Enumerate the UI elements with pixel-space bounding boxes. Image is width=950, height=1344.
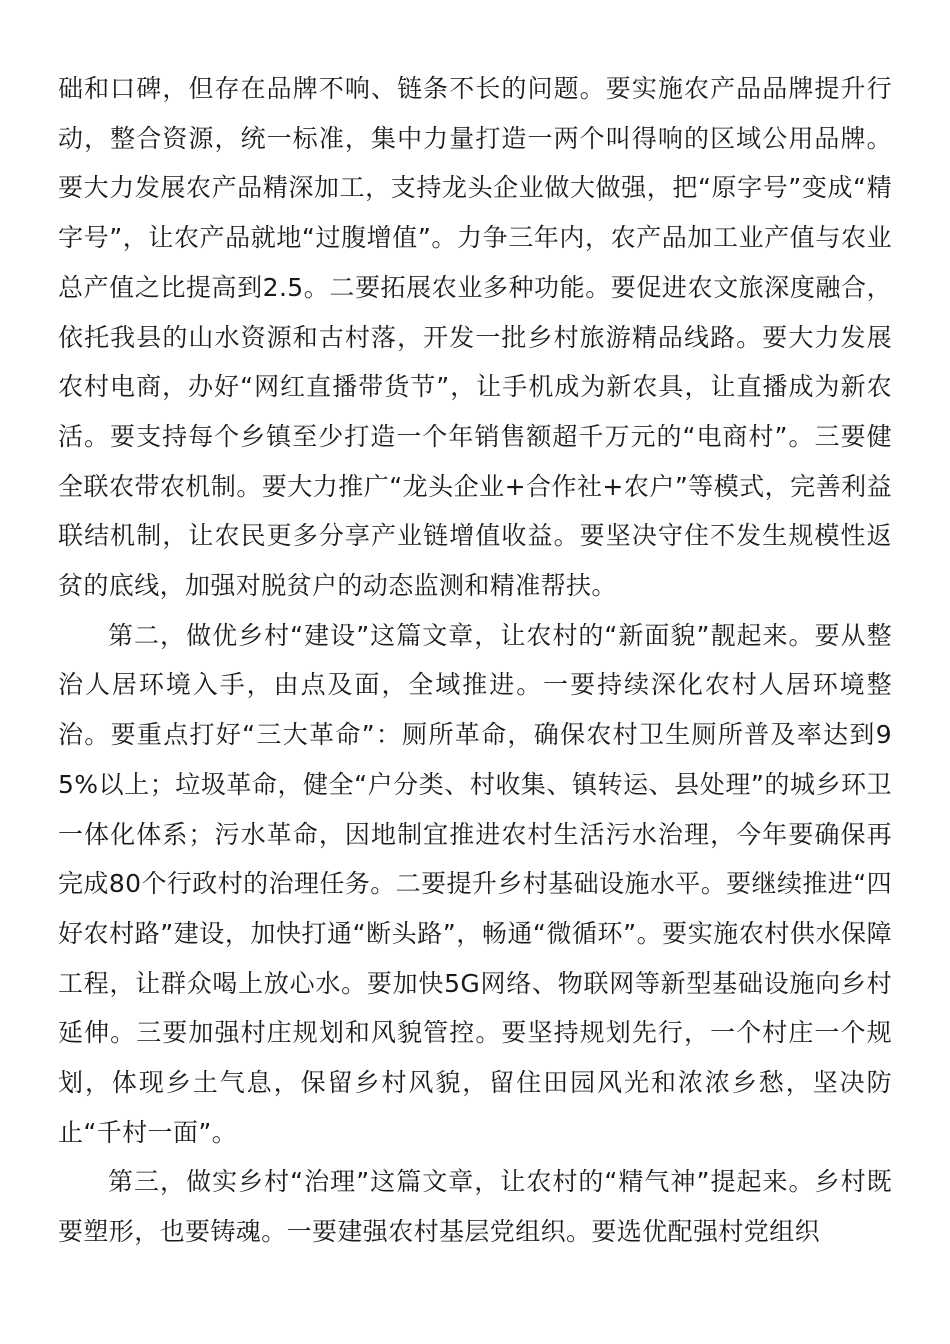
- paragraph-2: 第二，做优乡村“建设”这篇文章，让农村的“新面貌”靓起来。要从整治人居环境入手，由点及面，全域推进。一要持续深化农村人居环境整治。要重点打好“三大革命”：厕所革命，确保农村卫生厕所普及率达到95%以上；垃圾革命，健全“户分类、村收集、镇转运、县处理”的城乡环卫一体化体系；污水革命，因地制宜推进农村生活污水治理，今年要确保再完成80个行政村的治理任务。二要提升乡村基础设施水平。要继续推进“四好农村路”建设，加快打通“断头路”，畅通“微循环”。要实施农村供水保障工程，让群众喝上放心水。要加快5G网络、物联网等新型基础设施向乡村延伸。三要加强村庄规划和风貌管控。要坚持规划先行，一个村庄一个规划，体现乡土气息，保留乡村风貌，留住田园风光和浓浓乡愁，坚决防止“千村一面”。: [58, 620, 892, 1147]
- paragraph-3: 第三，做实乡村“治理”这篇文章，让农村的“精气神”提起来。乡村既要塑形，也要铸魂。一要建强农村基层党组织。要选优配强村党组织: [58, 1167, 892, 1247]
- paragraph-1: 础和口碑，但存在品牌不响、链条不长的问题。要实施农产品品牌提升行动，整合资源，统一标准，集中力量打造一两个叫得响的区域公用品牌。要大力发展农产品精深加工，支持龙头企业做大做强，把“原字号”变成“精字号”，让农产品就地“过腹增值”。力争三年内，农产品加工业产值与农业总产值之比提高到2.5。二要拓展农业多种功能。要促进农文旅深度融合，依托我县的山水资源和古村落，开发一批乡村旅游精品线路。要大力发展农村电商，办好“网红直播带货节”，让手机成为新农具，让直播成为新农活。要支持每个乡镇至少打造一个年销售额超千万元的“电商村”。三要健全联农带农机制。要大力推广“龙头企业+合作社+农户”等模式，完善利益联结机制，让农民更多分享产业链增值收益。要坚决守住不发生规模性返贫的底线，加强对脱贫户的动态监测和精准帮扶。: [58, 74, 892, 601]
